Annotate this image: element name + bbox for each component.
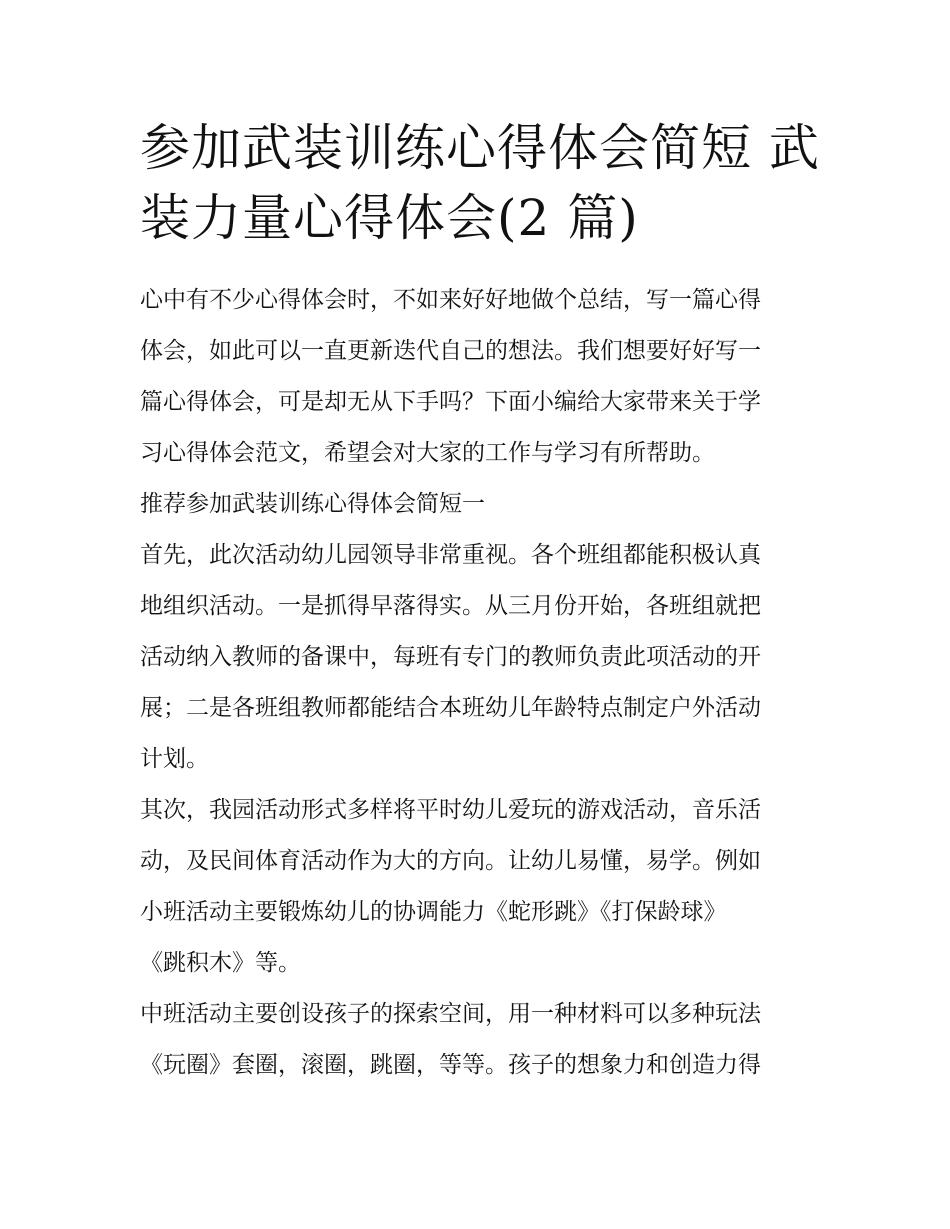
text-line: 其次，我园活动形式多样将平时幼儿爱玩的游戏活动，音乐活 <box>140 797 761 823</box>
text-line: 计划。 <box>140 746 209 772</box>
text-line: 活动纳入教师的备课中，每班有专门的教师负责此项活动的开 <box>140 644 761 670</box>
text-line: 小班活动主要锻炼幼儿的协调能力《蛇形跳》《打保龄球》 <box>140 899 727 925</box>
text-line: 地组织活动。一是抓得早落得实。从三月份开始，各班组就把 <box>140 593 761 619</box>
text-line: 《玩圈》套圈，滚圈，跳圈，等等。孩子的想象力和创造力得 <box>140 1052 761 1078</box>
title-line-1: 参加武装训练心得体会简短 武 <box>140 119 820 177</box>
section-heading: 推荐参加武装训练心得体会简短一 <box>140 491 485 517</box>
title-line-2: 装力量心得体会(2 篇) <box>140 189 639 247</box>
text-line: 展；二是各班组教师都能结合本班幼儿年龄特点制定户外活动 <box>140 695 761 721</box>
document-title <box>140 113 820 253</box>
text-line: 心中有不少心得体会时，不如来好好地做个总结，写一篇心得 <box>140 287 761 313</box>
text-line: 首先，此次活动幼儿园领导非常重视。各个班组都能积极认真 <box>140 542 761 568</box>
text-line: 中班活动主要创设孩子的探索空间，用一种材料可以多种玩法 <box>140 1001 761 1027</box>
text-line: 篇心得体会，可是却无从下手吗？下面小编给大家带来关于学 <box>140 389 761 415</box>
text-line: 《跳积木》等。 <box>140 950 301 976</box>
text-line: 动，及民间体育活动作为大的方向。让幼儿易懂，易学。例如 <box>140 848 761 874</box>
text-line: 习心得体会范文，希望会对大家的工作与学习有所帮助。 <box>140 440 715 466</box>
text-line: 体会，如此可以一直更新迭代自己的想法。我们想要好好写一 <box>140 338 761 364</box>
